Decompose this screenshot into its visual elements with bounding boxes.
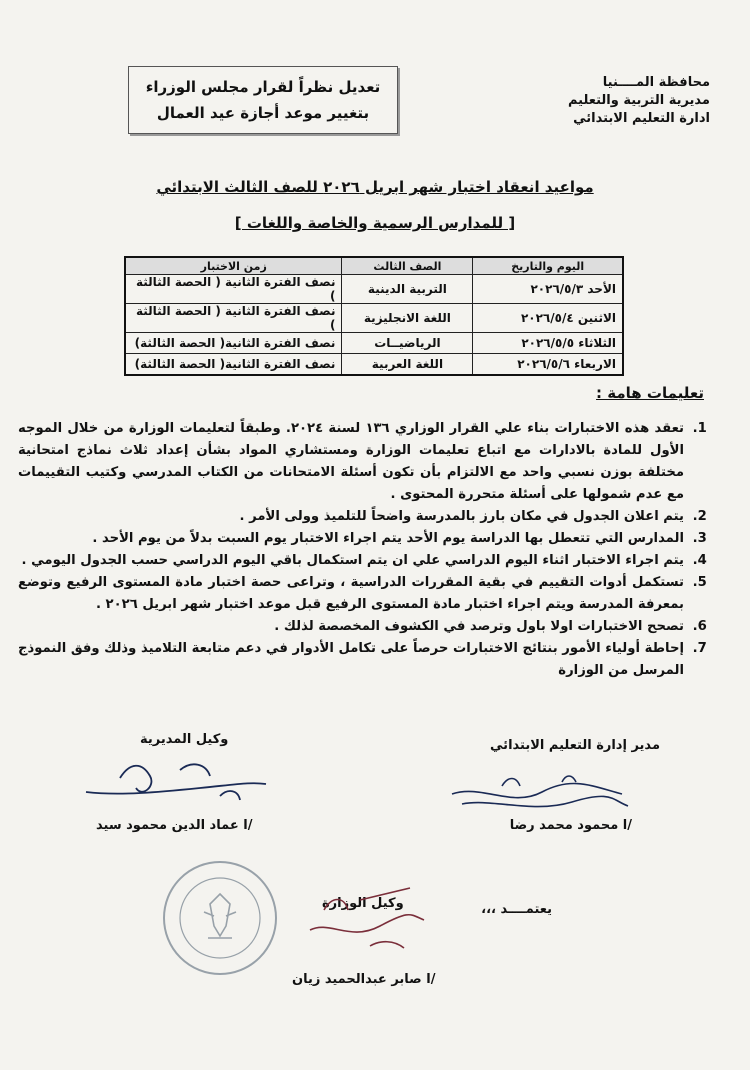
cell-date: الثلاثاء ٢٠٢٦/٥/٥ xyxy=(473,333,623,354)
list-item: 5. تستكمل أدوات التقييم في بقية المقررات الدراسية ، وتراعى حصة اختبار مادة المستوى الرفيع وتوضع بمعرفة المدرسة ويتم اجراء اختبار مادة المستوى الرفيع قبل موعد اختبار شهر ابريل ٢٠٢٦ . xyxy=(18,572,688,616)
cell-time: نصف الفترة الثانية( الحصة الثالثة) xyxy=(125,354,342,376)
table-row xyxy=(125,333,623,354)
list-item: 3. المدارس التي تتعطل بها الدراسة يوم الأحد يتم اجراء الاختبار يوم السبت بدلاً من يوم الأحد . xyxy=(18,528,688,550)
official-seal-icon xyxy=(160,858,280,978)
header-line-governorate: محافظة المــــنيا xyxy=(602,75,710,90)
ministry-deputy-title: وكيل الوزارة xyxy=(322,896,404,911)
column-header-date: اليوم والتاريخ xyxy=(473,257,623,275)
table-row xyxy=(125,304,623,333)
list-item: 6. تصحح الاختبارات اولا باول وترصد في الكشوف المخصصة لذلك . xyxy=(18,616,688,638)
cell-date: الاربعاء ٢٠٢٦/٥/٦ xyxy=(473,354,623,376)
list-item: 2. يتم اعلان الجدول في مكان بارز بالمدرسة واضحاً للتلميذ وولى الأمر . xyxy=(18,506,688,528)
table-header-row xyxy=(125,257,623,275)
document-heading: مواعيد انعقاد اختبار شهر ابريل ٢٠٢٦ للصف الثالث الابتدائي xyxy=(156,178,594,196)
cell-date: الاثنين ٢٠٢٦/٥/٤ xyxy=(473,304,623,333)
signature-ministry-deputy-icon xyxy=(300,880,430,960)
primary-education-director-name: /ا محمود محمد رضا xyxy=(509,818,632,833)
header-line-administration: ادارة التعليم الابتدائي xyxy=(573,111,710,126)
primary-education-director-title: مدير إدارة التعليم الابتدائي xyxy=(490,738,660,753)
column-header-time: زمن الاختبار xyxy=(125,257,342,275)
cell-subject: الرياضيــات xyxy=(342,333,473,354)
approval-label: يعتمــــد ،،، xyxy=(481,902,552,917)
governorate-header xyxy=(450,74,710,128)
deputy-directorate-title: وكيل المديرية xyxy=(140,732,229,747)
cell-subject: اللغة الانجليزية xyxy=(342,304,473,333)
table-row xyxy=(125,275,623,304)
table-row xyxy=(125,354,623,376)
list-item: 1. تعقد هذه الاختبارات بناء علي القرار الوزاري ١٣٦ لسنة ٢٠٢٤. وطبقاً لتعليمات الوزارة من خلال الموجه الأول للمادة بالادارات مع اتباع تعليمات الوزارة ومستشاري المواد بشأن إعداد ثلاث نماذج امتحانية مختلفة بوزن نسبي واحد مع الالتزام بأن تكون أسئلة الامتحانات من الكتاب المدرسي وكتيب التقييمات مع عدم شمولها على أسئلة متحررة المحتوى . xyxy=(18,418,688,506)
instructions-list xyxy=(18,418,710,682)
cell-subject: اللغة العربية xyxy=(342,354,473,376)
amendment-line-1: تعديل نظراً لقرار مجلس الوزراء xyxy=(145,78,381,96)
cell-date: الأحد ٢٠٢٦/٥/٣ xyxy=(473,275,623,304)
cell-time: نصف الفترة الثانية( الحصة الثالثة) xyxy=(125,333,342,354)
header-line-directorate: مديرية التربية والتعليم xyxy=(567,93,710,108)
amendment-notice-box xyxy=(128,66,398,134)
ministry-deputy-name: /ا صابر عبدالحميد زيان xyxy=(292,972,436,987)
exam-schedule-table xyxy=(124,256,624,376)
signature-deputy-icon xyxy=(80,752,270,816)
amendment-line-2: بتغيير موعد أجازة عيد العمال xyxy=(156,104,370,122)
signature-director-icon xyxy=(442,764,632,824)
instructions-title: تعليمات هامة : xyxy=(596,384,704,402)
column-header-subject: الصف الثالث xyxy=(342,257,473,275)
deputy-directorate-name: /ا عماد الدين محمود سيد xyxy=(96,818,253,833)
cell-time: نصف الفترة الثانية ( الحصة الثالثة ) xyxy=(125,275,342,304)
list-item: 7. إحاطة أولياء الأمور بنتائج الاختبارات حرصاً على تكامل الأدوار في دعم متابعة التلاميذ وذلك وفق النموذج المرسل من الوزارة xyxy=(18,638,688,682)
cell-subject: التربية الدينية xyxy=(342,275,473,304)
cell-time: نصف الفترة الثانية ( الحصة الثالثة ) xyxy=(125,304,342,333)
list-item: 4. يتم اجراء الاختبار اثناء اليوم الدراسي علي ان يتم استكمال باقي اليوم الدراسي حسب الجدول اليومي . xyxy=(18,550,688,572)
document-subheading: [ للمدارس الرسمية والخاصة واللغات ] xyxy=(234,214,516,232)
